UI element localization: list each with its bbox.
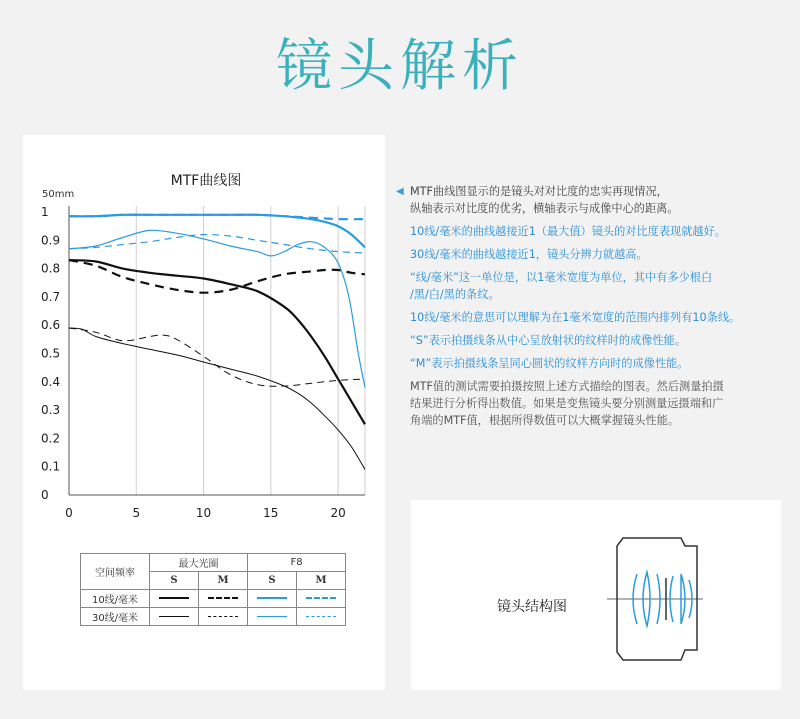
x-tick-label: 0 — [65, 506, 73, 520]
y-tick-label: 0.7 — [41, 289, 61, 304]
info-bullet: 30线/毫米的曲线越接近1，镜头分辨力就越高。 — [410, 248, 648, 261]
series-lines — [69, 215, 365, 470]
legend-m-f8: M — [297, 572, 346, 590]
info-bullet: “S”表示拍摄线条从中心呈放射状的纹样时的成像性能。 — [410, 334, 687, 347]
x-tick-label: 5 — [132, 506, 141, 520]
y-tick-label: 0.5 — [41, 346, 61, 361]
lens-structure-diagram — [411, 500, 781, 690]
legend-header-freq: 空间频率 — [81, 554, 150, 590]
chart-title: MTF曲线图 — [170, 173, 242, 189]
y-tick-label: 0.9 — [41, 233, 61, 248]
info-bullet: 10线/毫米的曲线越接近1（最大值）镜头的对比度表现就越好。 — [410, 225, 726, 238]
legend-header-wide: 最大光圈 — [150, 554, 248, 572]
info-paragraph-line: 角端的MTF值，根据所得数值可以大概掌握镜头性能。 — [410, 414, 680, 427]
info-bullet-line: “线/毫米”这一单位是，以1毫米宽度为单位，其中有多少根白 — [410, 271, 713, 284]
legend-swatch — [297, 590, 346, 608]
legend-swatch — [150, 608, 199, 626]
legend-swatch — [297, 608, 346, 626]
x-tick-label: 15 — [263, 506, 279, 520]
y-tick-label: 0 — [41, 488, 49, 502]
info-bullet: “M”表示拍摄线条呈同心圆状的纹样方向时的成像性能。 — [410, 357, 689, 370]
info-bullet — [396, 269, 786, 303]
y-tick-label: 0.3 — [41, 403, 61, 418]
y-tick-label: 0.6 — [41, 318, 61, 333]
lens-diagram-label: 镜头结构图 — [497, 599, 567, 615]
mtf-chart — [23, 135, 385, 535]
tick-labels — [41, 205, 346, 520]
legend-table — [80, 553, 346, 626]
legend-swatch — [248, 590, 297, 608]
mtf-explanation — [396, 183, 786, 435]
mtf-chart-card — [23, 135, 385, 690]
info-paragraph-line: 结果进行分析得出数值。如果是变焦镜头要分别测量远摄端和广 — [410, 397, 724, 410]
legend-m-wide: M — [199, 572, 248, 590]
y-tick-label: 0.1 — [41, 459, 61, 474]
info-lead-line1: MTF曲线图显示的是镜头对对比度的忠实再现情况， — [410, 185, 668, 198]
series-line — [69, 235, 365, 253]
x-tick-label: 10 — [195, 506, 212, 520]
legend-swatch — [199, 608, 248, 626]
page-title: 镜头解析 — [276, 34, 524, 99]
lens-diagram-card — [411, 500, 781, 690]
legend-row-10: 10线/毫米 — [81, 590, 150, 608]
legend-swatch — [199, 590, 248, 608]
y-tick-label: 0.8 — [41, 261, 61, 276]
y-tick-label: 0.2 — [41, 431, 61, 446]
info-bullet: 10线/毫米的意思可以理解为在1毫米宽度的范围内排列有10条线。 — [410, 311, 741, 324]
x-tick-label: 20 — [330, 506, 346, 520]
legend-header-f8: F8 — [248, 554, 346, 572]
series-line — [69, 260, 365, 424]
info-lead — [396, 183, 786, 217]
legend-s-f8: S — [248, 572, 297, 590]
triangle-left-icon: ◀ — [396, 186, 404, 197]
y-tick-label: 0.4 — [41, 374, 61, 389]
legend-row-30: 30线/毫米 — [81, 608, 150, 626]
series-line — [69, 230, 365, 387]
legend-s-wide: S — [150, 572, 199, 590]
y-tick-label: 1 — [41, 205, 49, 219]
info-paragraph — [396, 378, 786, 429]
info-lead-line2: 纵轴表示对比度的优劣，横轴表示与成像中心的距离。 — [410, 202, 679, 215]
legend-swatch — [248, 608, 297, 626]
info-paragraph-line: MTF值的测试需要拍摄按照上述方式描绘的图表。然后测量拍摄 — [410, 380, 724, 393]
series-line — [69, 328, 365, 386]
legend-swatch — [150, 590, 199, 608]
info-bullet-line: /黑/白/黑的条纹。 — [410, 288, 500, 301]
y-axis-label: 50mm — [42, 189, 75, 200]
